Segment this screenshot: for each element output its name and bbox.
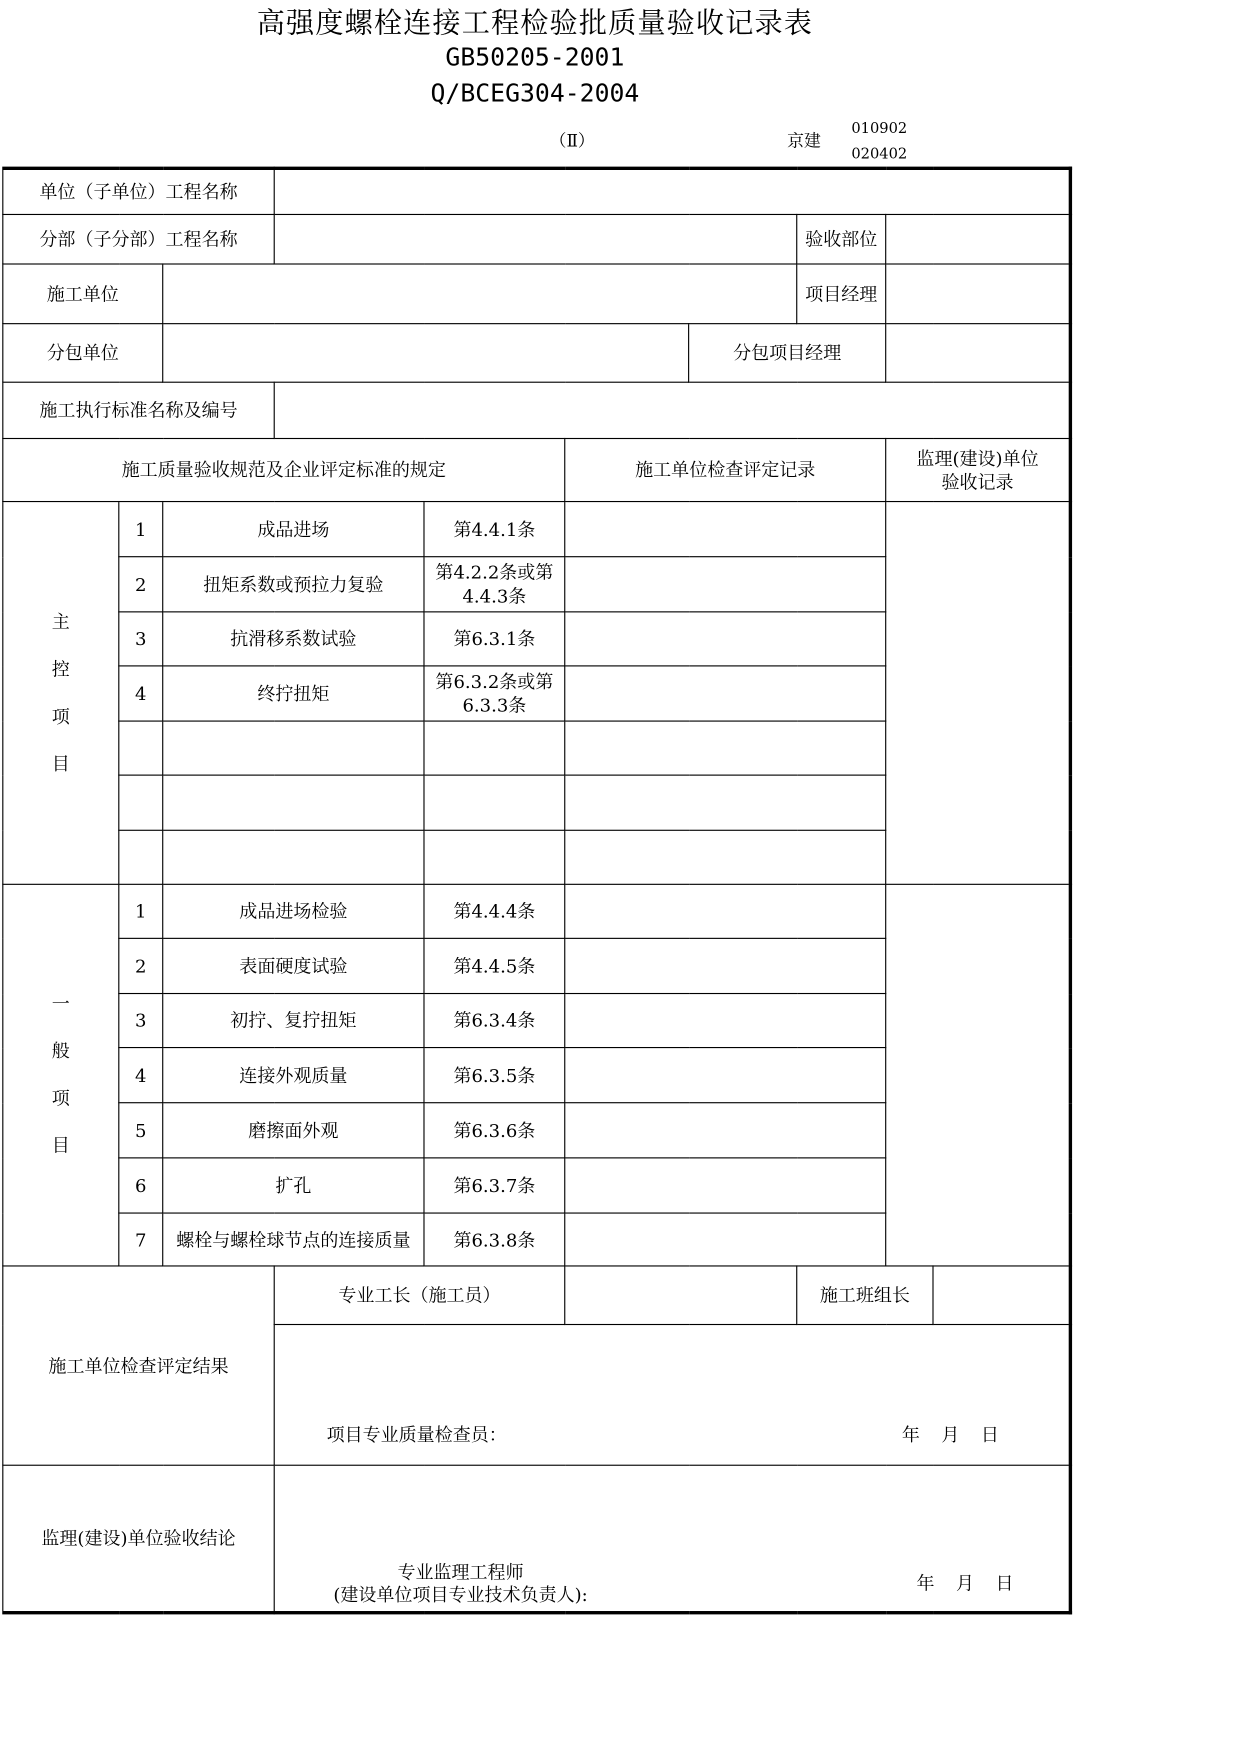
item-name: 扩孔 bbox=[163, 1158, 424, 1213]
item-clause: 第6.3.6条 bbox=[424, 1103, 565, 1158]
unit-project-name-field[interactable] bbox=[274, 168, 1070, 214]
blank-name-cell[interactable] bbox=[163, 775, 424, 830]
blank-clause-cell[interactable] bbox=[424, 830, 565, 884]
general-label: 一 般 项 目 bbox=[3, 884, 119, 1266]
construction-result-field[interactable] bbox=[274, 1325, 1070, 1466]
item-record-field[interactable] bbox=[565, 938, 886, 993]
item-name: 螺栓与螺栓球节点的连接质量 bbox=[163, 1213, 424, 1266]
blank-name-cell[interactable] bbox=[163, 830, 424, 884]
blank-record-cell[interactable] bbox=[565, 830, 886, 884]
execution-standard-field[interactable] bbox=[274, 382, 1070, 438]
general-supervision-record-field[interactable] bbox=[886, 884, 1071, 1266]
construction-unit-field[interactable] bbox=[163, 264, 797, 324]
blank-name-cell[interactable] bbox=[163, 721, 424, 775]
sub-project-name-field[interactable] bbox=[274, 214, 797, 264]
item-number: 2 bbox=[119, 938, 163, 993]
main-item-row bbox=[3, 502, 1071, 557]
item-record-field[interactable] bbox=[565, 612, 886, 666]
inspection-form-table bbox=[2, 167, 1072, 1615]
blank-record-cell[interactable] bbox=[565, 721, 886, 775]
row-column-headers bbox=[3, 438, 1071, 501]
item-clause: 第6.3.8条 bbox=[424, 1213, 565, 1266]
row-supervision-conclusion bbox=[3, 1465, 1071, 1612]
supervision-conclusion-field[interactable] bbox=[274, 1465, 1070, 1612]
item-clause: 第4.4.1条 bbox=[424, 502, 565, 557]
blank-number-cell[interactable] bbox=[119, 830, 163, 884]
form-number-top: 010902 bbox=[851, 120, 908, 138]
code-prefix: 京建 bbox=[787, 130, 821, 151]
item-record-field[interactable] bbox=[565, 884, 886, 938]
item-name: 成品进场 bbox=[163, 502, 424, 557]
item-name: 抗滑移系数试验 bbox=[163, 612, 424, 666]
item-number: 4 bbox=[119, 666, 163, 721]
item-name: 磨擦面外观 bbox=[163, 1103, 424, 1158]
item-record-field[interactable] bbox=[565, 666, 886, 721]
item-clause: 第4.2.2条或第4.4.3条 bbox=[424, 557, 565, 612]
item-record-field[interactable] bbox=[565, 1103, 886, 1158]
construction-record-header: 施工单位检查评定记录 bbox=[565, 438, 886, 501]
blank-clause-cell[interactable] bbox=[424, 775, 565, 830]
general-item-row bbox=[3, 884, 1071, 938]
supervision-date: 年 月 日 bbox=[916, 1572, 1014, 1595]
item-clause: 第6.3.1条 bbox=[424, 612, 565, 666]
part-label: （Ⅱ） bbox=[549, 130, 595, 151]
form-number-bottom: 020402 bbox=[851, 146, 908, 164]
form-title: 高强度螺栓连接工程检验批质量验收记录表 bbox=[256, 6, 814, 40]
team-leader-field[interactable] bbox=[933, 1266, 1070, 1325]
item-clause: 第6.3.2条或第6.3.3条 bbox=[424, 666, 565, 721]
item-number: 6 bbox=[119, 1158, 163, 1213]
item-number: 4 bbox=[119, 1048, 163, 1103]
foreman-field[interactable] bbox=[565, 1266, 797, 1325]
row-subcontract-unit bbox=[3, 324, 1071, 383]
acceptance-location-field[interactable] bbox=[886, 214, 1071, 264]
specification-header: 施工质量验收规范及企业评定标准的规定 bbox=[3, 438, 565, 501]
unit-project-name-label: 单位（子单位）工程名称 bbox=[3, 168, 274, 214]
main-control-label: 主 控 项 目 bbox=[3, 502, 119, 885]
supervision-record-header: 监理(建设)单位验收记录 bbox=[886, 438, 1071, 501]
item-record-field[interactable] bbox=[565, 1158, 886, 1213]
subcontract-manager-label: 分包项目经理 bbox=[689, 324, 886, 383]
row-execution-standard bbox=[3, 382, 1071, 438]
engineer-label: 专业监理工程师 bbox=[397, 1561, 524, 1583]
row-unit-project bbox=[3, 168, 1071, 214]
item-record-field[interactable] bbox=[565, 502, 886, 557]
item-name: 成品进场检验 bbox=[163, 884, 424, 938]
blank-clause-cell[interactable] bbox=[424, 721, 565, 775]
blank-number-cell[interactable] bbox=[119, 775, 163, 830]
blank-record-cell[interactable] bbox=[565, 775, 886, 830]
foreman-label: 专业工长（施工员） bbox=[274, 1266, 565, 1325]
subcontract-manager-field[interactable] bbox=[886, 324, 1071, 383]
row-construction-unit bbox=[3, 264, 1071, 324]
item-name: 终拧扭矩 bbox=[163, 666, 424, 721]
standard-gb: GB50205-2001 bbox=[445, 43, 625, 73]
item-record-field[interactable] bbox=[565, 557, 886, 612]
item-clause: 第6.3.4条 bbox=[424, 994, 565, 1048]
item-number: 3 bbox=[119, 612, 163, 666]
row-foreman bbox=[3, 1266, 1071, 1325]
item-clause: 第6.3.7条 bbox=[424, 1158, 565, 1213]
execution-standard-label: 施工执行标准名称及编号 bbox=[3, 382, 274, 438]
construction-date: 年 月 日 bbox=[901, 1424, 999, 1446]
item-number: 2 bbox=[119, 557, 163, 612]
item-number: 1 bbox=[119, 502, 163, 557]
item-clause: 第4.4.5条 bbox=[424, 938, 565, 993]
item-clause: 第6.3.5条 bbox=[424, 1048, 565, 1103]
item-number: 7 bbox=[119, 1213, 163, 1266]
acceptance-location-label: 验收部位 bbox=[797, 214, 886, 264]
item-number: 1 bbox=[119, 884, 163, 938]
item-clause: 第4.4.4条 bbox=[424, 884, 565, 938]
supervision-conclusion-label: 监理(建设)单位验收结论 bbox=[3, 1465, 274, 1612]
standard-q: Q/BCEG304-2004 bbox=[430, 79, 640, 109]
blank-number-cell[interactable] bbox=[119, 721, 163, 775]
item-name: 连接外观质量 bbox=[163, 1048, 424, 1103]
team-leader-label: 施工班组长 bbox=[797, 1266, 933, 1325]
project-manager-label: 项目经理 bbox=[797, 264, 886, 324]
item-name: 表面硬度试验 bbox=[163, 938, 424, 993]
construction-unit-label: 施工单位 bbox=[3, 264, 163, 324]
project-manager-field[interactable] bbox=[886, 264, 1071, 324]
item-name: 扭矩系数或预拉力复验 bbox=[163, 557, 424, 612]
engineer-note: (建设单位项目专业技术负责人): bbox=[333, 1584, 588, 1606]
main-supervision-record-field[interactable] bbox=[886, 502, 1071, 885]
sub-project-name-label: 分部（子分部）工程名称 bbox=[3, 214, 274, 264]
item-record-field[interactable] bbox=[565, 994, 886, 1048]
subcontract-unit-label: 分包单位 bbox=[3, 324, 163, 383]
item-name: 初拧、复拧扭矩 bbox=[163, 994, 424, 1048]
item-record-field[interactable] bbox=[565, 1213, 886, 1266]
subcontract-unit-field[interactable] bbox=[163, 324, 689, 383]
construction-result-label: 施工单位检查评定结果 bbox=[3, 1266, 274, 1465]
item-number: 3 bbox=[119, 994, 163, 1048]
item-number: 5 bbox=[119, 1103, 163, 1158]
supervision-engineer-block bbox=[333, 1561, 587, 1606]
row-sub-project bbox=[3, 214, 1071, 264]
item-record-field[interactable] bbox=[565, 1048, 886, 1103]
inspector-label: 项目专业质量检查员： bbox=[326, 1424, 507, 1446]
